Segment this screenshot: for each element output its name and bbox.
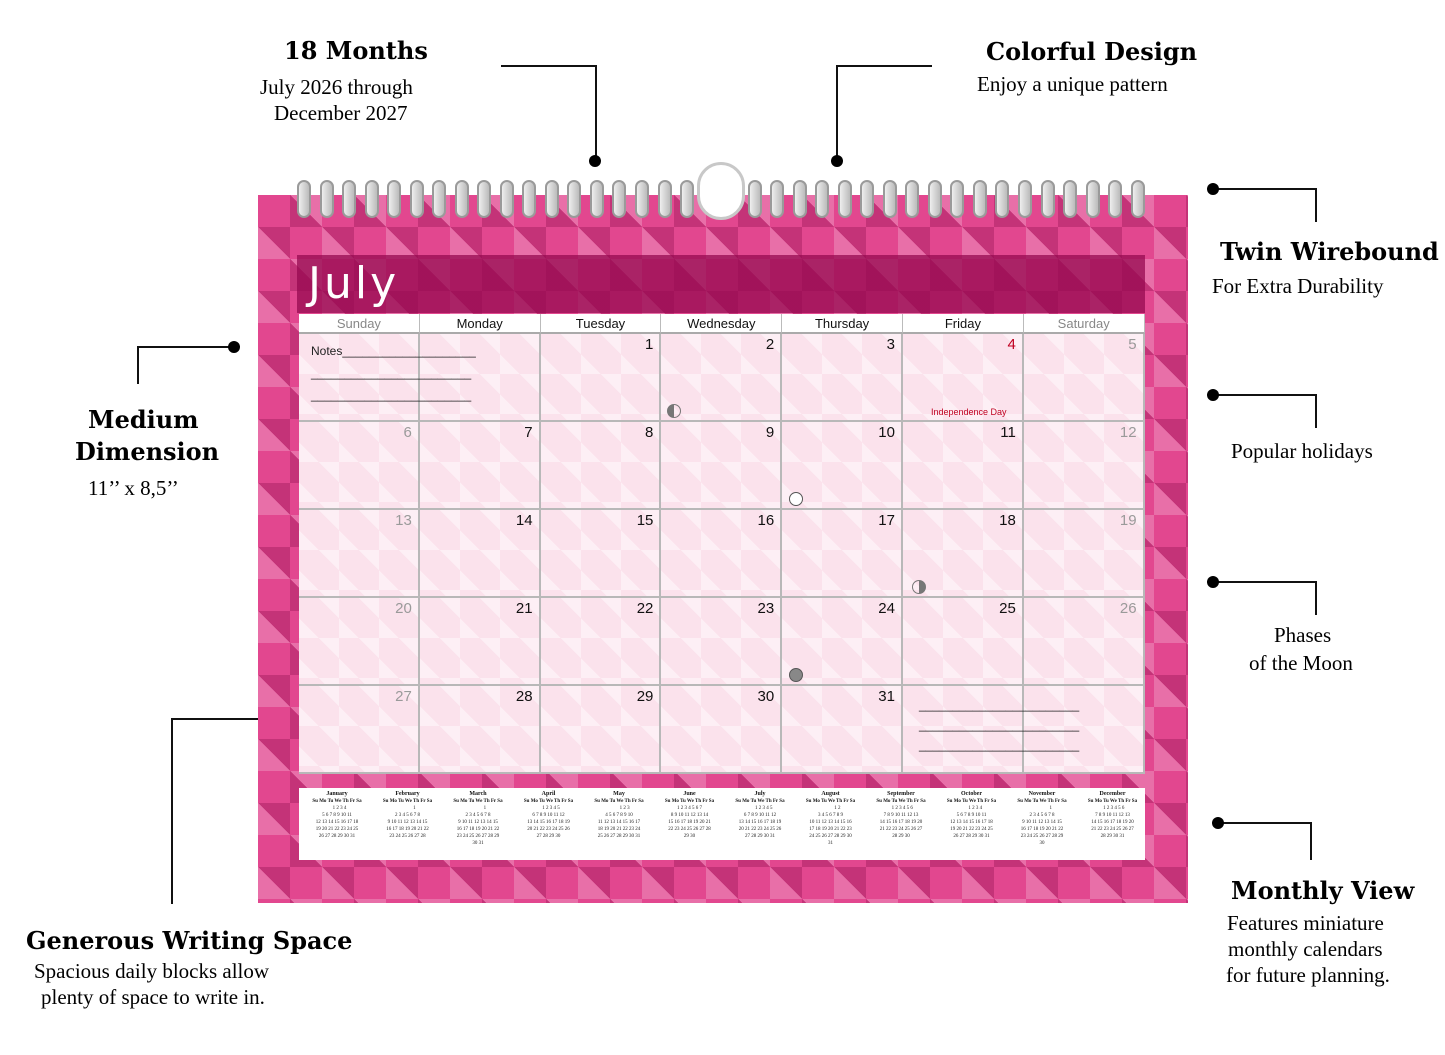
mini-week-row: 20 21 22 23 24 25 26 [527,827,570,832]
mini-month-title: May [613,791,625,797]
mini-week-row: 4 5 6 7 8 9 10 [605,813,633,818]
day-cell-8[interactable] [541,422,662,510]
design-text: Enjoy a unique pattern [977,72,1168,96]
weekday-tuesday: Tuesday [541,314,662,334]
day-number: 1 [645,336,654,353]
day-cell-30[interactable] [661,686,782,774]
weekday-sunday: Sunday [299,314,420,334]
mini-weekday-header: Su Mo Tu We Th Fr Sa [594,799,644,804]
day-number: 12 [1119,424,1137,441]
wire-coil [883,180,897,218]
mini-weekday-header: Su Mo Tu We Th Fr Sa [523,799,574,804]
wire-coil [950,180,964,218]
month-banner [297,255,1145,313]
mini-week-row: 13 14 15 16 17 18 19 [527,820,570,825]
first-quarter-moon-icon [912,580,926,594]
day-number: 25 [999,600,1016,617]
mini-week-row: 1 2 3 4 [960,806,983,811]
wire-coil [973,180,987,218]
wire-coil [1131,180,1145,218]
mini-week-row: 16 17 18 19 20 21 22 [1020,827,1064,832]
mini-week-row: 14 15 16 17 18 19 20 [879,820,923,825]
day-cell-27[interactable] [299,686,420,774]
weekday-saturday: Saturday [1024,314,1145,334]
dimension-text: 11’’ x 8,5’’ [88,476,179,500]
mini-weekday-header: Su Mo Tu We Th Fr Sa [312,799,362,804]
day-number: 4 [1007,336,1016,353]
mini-week-row: 6 7 8 9 10 11 12 [743,813,777,818]
mini-week-row: 27 28 29 30 [536,834,561,839]
mini-week-row: 1 2 [820,806,841,811]
mini-week-row: 29 30 [683,834,696,839]
wire-coil [815,180,829,218]
day-cell-29[interactable] [541,686,662,774]
day-cell-11[interactable] [903,422,1024,510]
mini-week-row: 28 29 30 [892,834,910,839]
mini-month-july [726,790,794,840]
mini-week-row: 16 17 18 19 20 21 22 [456,827,500,832]
day-number: 28 [515,688,533,705]
day-number: 15 [636,512,654,529]
mini-month-april [515,790,583,840]
moon-line1: Phases [1274,623,1332,647]
mini-month-december [1079,790,1147,840]
wire-coil [748,180,762,218]
months-title: 18 Months [284,36,428,65]
wire-coil [1086,180,1100,218]
weekday-wednesday: Wednesday [661,314,782,334]
mini-week-row: 2 3 4 5 6 7 8 [1029,813,1055,818]
mini-month-title: July [754,791,766,797]
day-cell-23[interactable] [661,598,782,686]
wire-coil [432,180,446,218]
mini-week-row: 21 22 23 24 25 26 27 [1091,827,1134,832]
mini-week-row: 19 20 21 22 23 24 25 [315,827,359,832]
mini-week-row: 14 15 16 17 18 19 20 [1091,820,1134,825]
day-cell-14[interactable] [420,510,541,598]
day-number: 7 [524,424,533,441]
mini-weekday-header: Su Mo Tu We Th Fr Sa [735,799,785,804]
mini-week-row: 2 3 4 5 6 7 8 [395,813,420,818]
wirebound-leader [1213,188,1317,222]
mini-week-row: 1 2 3 4 5 6 7 [677,806,702,811]
mini-week-row: 26 27 28 29 30 31 [953,834,990,839]
wire-coil [838,180,852,218]
day-number: 5 [1128,336,1137,353]
mini-week-row: 1 2 3 4 5 [747,806,773,811]
mini-week-row: 6 7 8 9 10 11 12 [532,813,565,818]
end-notes-line: ________________________ [919,698,1080,712]
day-number: 11 [1000,424,1016,441]
mini-week-row: 23 24 25 26 27 28 29 [456,834,500,839]
mini-week-row: 1 2 3 4 5 [537,806,560,811]
weekday-monday: Monday [420,314,541,334]
months-line1: July 2026 through [260,75,413,99]
wire-coil [342,180,356,218]
day-number: 23 [757,600,775,617]
mini-week-row: 26 27 28 29 30 31 [318,834,356,839]
day-cell-25[interactable] [903,598,1024,686]
mini-week-row: 7 8 9 10 11 12 13 [1095,813,1130,818]
day-number: 29 [636,688,654,705]
mini-week-row: 1 [1032,806,1052,811]
wirebound-text: For Extra Durability [1212,274,1384,298]
mini-weekday-header: Su Mo Tu We Th Fr Sa [453,799,503,804]
month-title: July [308,258,400,309]
moon-leader [1213,581,1317,615]
day-number: 26 [1119,600,1137,617]
mini-week-row: 2 3 4 5 6 7 8 [465,813,491,818]
mini-week-row: 12 13 14 15 16 17 18 [315,820,359,825]
dimension-dot [228,341,240,353]
day-cell-20[interactable] [299,598,420,686]
mini-month-title: January [326,791,348,797]
mini-week-row: 9 10 11 12 13 14 15 [458,820,498,825]
design-title: Colorful Design [986,37,1198,66]
mini-week-row: 28 29 30 31 [1100,834,1125,839]
day-number: 31 [878,688,895,705]
wire-coil [793,180,807,218]
wire-coil [658,180,672,218]
wire-coil [905,180,919,218]
writing-line1: Spacious daily blocks allow [34,959,270,983]
wire-coil [297,180,311,218]
day-number: 24 [878,600,895,617]
mini-month-title: December [1099,791,1126,797]
wire-coil [522,180,536,218]
day-cell-4[interactable] [903,334,1024,422]
mini-week-row: 30 31 [472,841,484,846]
monthly-line1: Features miniature [1227,911,1384,935]
day-number: 27 [395,688,412,705]
design-dot [831,155,843,167]
end-notes-line: ________________________ [919,718,1080,732]
mini-week-row: 22 23 24 25 26 27 28 [668,827,711,832]
mini-month-february [374,790,442,840]
mini-week-row: 15 16 17 18 19 20 21 [668,820,711,825]
day-cell-15[interactable] [541,510,662,598]
mini-week-row: 13 14 15 16 17 18 19 [738,820,782,825]
mini-week-row: 9 10 11 12 13 14 15 [387,820,428,825]
mini-week-row: 12 13 14 15 16 17 18 [950,820,993,825]
mini-week-row: 16 17 18 19 20 21 22 [386,827,429,832]
mini-week-row: 3 4 5 6 7 8 9 [818,813,843,818]
mini-week-row: 21 22 23 24 25 26 27 [879,827,923,832]
mini-week-row: 31 [828,841,833,846]
weekday-thursday: Thursday [782,314,903,334]
day-cell-5[interactable] [1024,334,1145,422]
months-dot [589,155,601,167]
day-number: 22 [636,600,654,617]
wire-coil [320,180,334,218]
mini-weekday-header: Su Mo Tu We Th Fr Sa [1087,799,1138,804]
mini-week-row: 9 10 11 12 13 14 15 [1022,820,1062,825]
mini-month-november [1008,790,1076,847]
mini-month-title: October [961,791,982,797]
day-cell-12[interactable] [1024,422,1145,510]
day-number: 10 [878,424,895,441]
notes-label: Notes____________________ [311,344,476,358]
mini-month-title: September [887,791,915,797]
day-cell-19[interactable] [1024,510,1145,598]
mini-week-row: 5 6 7 8 9 10 11 [322,813,352,818]
mini-week-row: 25 26 27 28 29 30 31 [597,834,641,839]
mini-month-june [656,790,724,840]
day-cell-1[interactable] [541,334,662,422]
wire-coil [612,180,626,218]
moon-dot [1207,576,1219,588]
wire-coil [928,180,942,218]
mini-month-may [585,790,653,840]
day-cell-17[interactable] [782,510,903,598]
monthly-title: Monthly View [1231,876,1415,905]
monthly-leader [1218,822,1312,860]
full-moon-icon [789,492,803,506]
mini-week-row: 30 [1039,841,1045,846]
mini-week-row: 5 6 7 8 9 10 11 [956,813,987,818]
wirebound-title: Twin Wirebound [1220,237,1439,266]
day-number: 20 [395,600,412,617]
mini-month-october [938,790,1006,840]
mini-month-title: June [683,791,696,797]
mini-month-title: April [541,791,556,797]
weekday-friday: Friday [903,314,1024,334]
mini-week-row: 1 2 3 4 5 6 [1100,806,1125,811]
dimension-title1: Medium [88,405,199,434]
wirebound-dot [1207,183,1219,195]
day-number: 18 [999,512,1016,529]
mini-week-row: 11 12 13 14 15 16 17 [597,820,641,825]
mini-week-row: 1 2 3 4 [327,806,347,811]
day-number: 19 [1119,512,1137,529]
mini-calendars [299,788,1145,860]
writing-title: Generous Writing Space [26,926,353,955]
wire-coil [1108,180,1122,218]
wire-coil [1018,180,1032,218]
wire-coil [545,180,559,218]
monthly-dot [1212,817,1224,829]
new-moon-icon [789,668,803,682]
day-number: 8 [645,424,654,441]
day-cell-13[interactable] [299,510,420,598]
mini-week-row: 18 19 20 21 22 23 24 [597,827,641,832]
mini-month-title: March [469,791,487,797]
mini-week-row: 7 8 9 10 11 12 13 [883,813,919,818]
day-cell-28[interactable] [420,686,541,774]
notes-line: ________________________ [311,388,472,402]
mini-weekday-header: Su Mo Tu We Th Fr Sa [805,799,856,804]
mini-month-march [444,790,512,847]
day-cell-7[interactable] [420,422,541,510]
dimension-title2: Dimension [75,437,220,466]
day-number: 9 [765,424,775,441]
last-quarter-moon-icon [667,404,681,418]
writing-line2: plenty of space to write in. [41,985,265,1009]
wire-coil [455,180,469,218]
wire-coil [680,180,694,218]
monthly-line3: for future planning. [1226,963,1390,987]
mini-month-january [303,790,371,840]
day-cell-22[interactable] [541,598,662,686]
wire-coil [410,180,424,218]
day-number: 30 [757,688,775,705]
mini-week-row: 19 20 21 22 23 24 25 [950,827,993,832]
mini-week-row: 20 21 22 23 24 25 26 [738,827,782,832]
mini-month-august [797,790,865,847]
wire-coil [590,180,604,218]
day-cell-31[interactable] [782,686,903,774]
mini-weekday-header: Su Mo Tu We Th Fr Sa [876,799,926,804]
mini-week-row: 1 2 3 [608,806,630,811]
day-number: 21 [515,600,533,617]
mini-weekday-header: Su Mo Tu We Th Fr Sa [946,799,997,804]
wire-coil [567,180,581,218]
day-cell-26[interactable] [1024,598,1145,686]
monthly-line2: monthly calendars [1228,937,1383,961]
holiday-label: Independence Day [931,407,1007,417]
wire-coil [635,180,649,218]
wire-coil [387,180,401,218]
mini-week-row: 23 24 25 26 27 28 [389,834,426,839]
mini-week-row: 24 25 26 27 28 29 30 [809,834,852,839]
mini-week-row: 1 [469,806,487,811]
mini-weekday-header: Su Mo Tu We Th Fr Sa [1017,799,1067,804]
holidays-leader [1213,394,1317,428]
day-number: 14 [515,512,533,529]
wire-coil [500,180,514,218]
wire-coil [1063,180,1077,218]
day-number: 13 [395,512,412,529]
wire-coil [860,180,874,218]
wire-coil [1041,180,1055,218]
mini-month-title: August [821,791,840,797]
day-cell-6[interactable] [299,422,420,510]
day-cell-21[interactable] [420,598,541,686]
wire-binding [297,180,1145,220]
mini-month-september [867,790,935,840]
design-leader [836,65,932,161]
months-leader [501,65,597,161]
end-notes-line: ________________________ [919,738,1080,752]
dimension-leader [137,346,235,384]
mini-month-title: November [1028,791,1056,797]
mini-week-row: 8 9 10 11 12 13 14 [670,813,709,818]
mini-week-row: 1 [399,806,416,811]
day-number: 2 [765,336,775,353]
day-cell-3[interactable] [782,334,903,422]
day-number: 17 [878,512,895,529]
mini-weekday-header: Su Mo Tu We Th Fr Sa [664,799,715,804]
wire-coil [770,180,784,218]
day-number: 3 [886,336,895,353]
moon-line2: of the Moon [1249,651,1353,675]
wire-coil [477,180,491,218]
holidays-dot [1207,389,1219,401]
day-cell-9[interactable] [661,422,782,510]
day-number: 16 [757,512,775,529]
mini-weekday-header: Su Mo Tu We Th Fr Sa [382,799,433,804]
day-number: 6 [403,424,412,441]
mini-week-row: 23 24 25 26 27 28 29 [1020,834,1064,839]
notes-line: ________________________ [311,366,472,380]
day-cell-16[interactable] [661,510,782,598]
mini-week-row: 1 2 3 4 5 6 [889,806,913,811]
mini-month-title: February [395,791,420,797]
mini-week-row: 17 18 19 20 21 22 23 [809,827,852,832]
mini-week-row: 10 11 12 13 14 15 16 [809,820,852,825]
wire-coil [365,180,379,218]
mini-week-row: 27 28 29 30 31 [745,834,775,839]
months-line2: December 2027 [274,101,408,125]
holidays-text: Popular holidays [1231,439,1373,463]
wire-coil [995,180,1009,218]
